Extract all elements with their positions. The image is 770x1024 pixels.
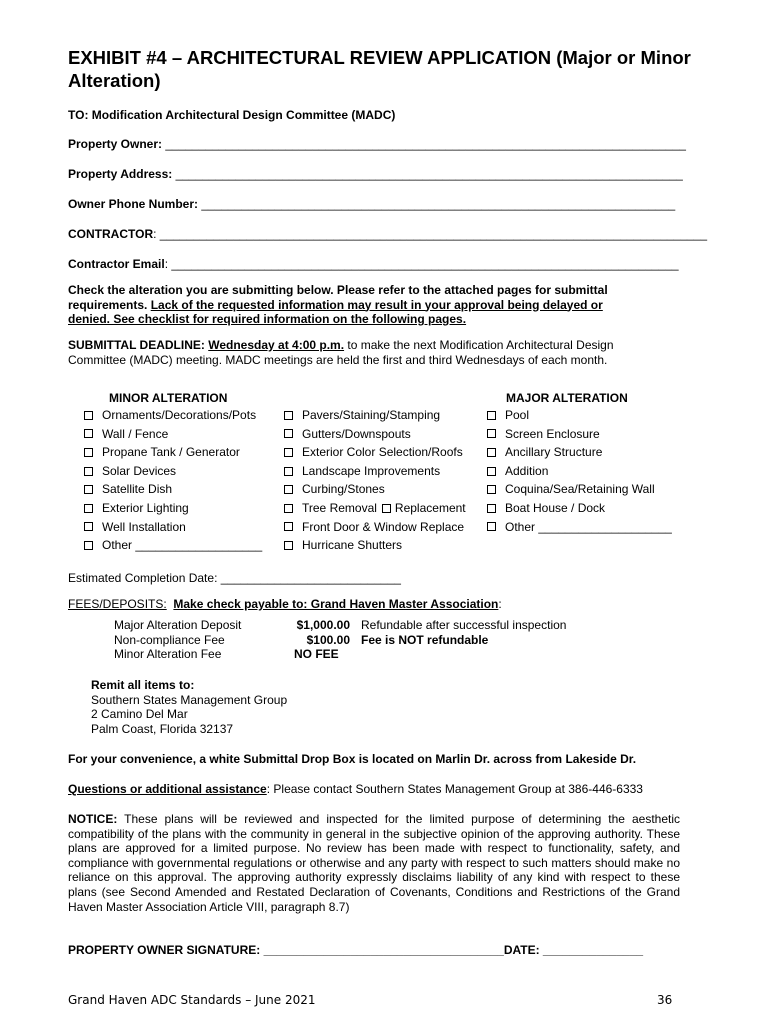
checkbox-icon[interactable] (487, 522, 496, 531)
owner-phone-field[interactable] (68, 197, 675, 212)
deadline-label: SUBMITTAL DEADLINE: (68, 338, 205, 352)
checkbox-item[interactable]: Ancillary Structure (485, 443, 672, 462)
checkbox-item[interactable]: Hurricane Shutters (282, 536, 466, 555)
fee-amount: $1,000.00 (296, 618, 350, 632)
checkbox-item[interactable]: Landscape Improvements (282, 462, 466, 481)
minor-alteration-header: MINOR ALTERATION (109, 391, 228, 405)
checkbox-item[interactable]: Propane Tank / Generator (82, 443, 262, 462)
fees-label: FEES/DEPOSITS: (68, 597, 167, 611)
checkbox-icon[interactable] (284, 541, 293, 550)
checkbox-item[interactable]: Coquina/Sea/Retaining Wall (485, 480, 672, 499)
checkbox-icon[interactable] (487, 485, 496, 494)
field-blank[interactable]: ______________________________________________________________________________ (162, 137, 686, 151)
field-label: CONTRACTOR (68, 227, 154, 241)
fees-payable: Make check payable to: Grand Haven Master Association (173, 597, 499, 611)
fees-heading: FEES/DEPOSITS: Make check payable to: Grand Haven Master Association: (68, 597, 502, 611)
remit-label: Remit all items to: (91, 678, 195, 692)
remit-line: Palm Coast, Florida 32137 (91, 721, 234, 736)
checkbox-item[interactable]: Front Door & Window Replace (282, 518, 466, 537)
checkbox-icon[interactable] (284, 522, 293, 531)
checkbox-item[interactable]: Boat House / Dock (485, 499, 672, 518)
fee-name: Non-compliance Fee (114, 632, 225, 647)
checkbox-item[interactable]: Curbing/Stones (282, 480, 466, 499)
signature-line[interactable]: PROPERTY OWNER SIGNATURE: ____________________________________DATE: _______________ (68, 943, 644, 957)
deadline-time: Wednesday at 4:00 p.m. (208, 338, 345, 352)
checkbox-item[interactable]: Addition (485, 462, 672, 481)
checkbox-icon[interactable] (487, 448, 496, 457)
page-number: 36 (657, 993, 673, 1007)
checkbox-item[interactable]: Pavers/Staining/Stamping (282, 406, 466, 425)
major-alteration-header: MAJOR ALTERATION (506, 391, 628, 405)
fee-notes (361, 618, 566, 647)
property-owner-field[interactable] (68, 137, 686, 152)
dropbox-note: For your convenience, a white Submittal Drop Box is located on Marlin Dr. across from Lakeside Dr. (68, 752, 637, 766)
minor-column-1 (82, 406, 262, 555)
to-line: TO: Modification Architectural Design Committee (MADC) (68, 108, 396, 122)
fee-amounts (284, 618, 350, 662)
estimated-completion-field[interactable]: Estimated Completion Date: ___________________________ (68, 571, 401, 585)
fee-note: Fee is NOT refundable (361, 632, 489, 647)
checkbox-icon[interactable] (382, 504, 391, 513)
checkbox-item[interactable]: Tree Removal Replacement (282, 499, 466, 518)
questions-label: Questions or additional assistance (68, 782, 267, 796)
checkbox-icon[interactable] (487, 467, 496, 476)
checkbox-icon[interactable] (84, 467, 93, 476)
field-blank[interactable]: : ____________________________________________________________________________ (164, 257, 679, 271)
checkbox-icon[interactable] (84, 429, 93, 438)
fee-note: Refundable after successful inspection (361, 618, 567, 632)
checkbox-icon[interactable] (284, 411, 293, 420)
checkbox-icon[interactable] (84, 411, 93, 420)
check-instructions-line2: requirements. Lack of the requested information may result in your approval being delayed or (68, 297, 603, 312)
checkbox-item[interactable]: Gutters/Downspouts (282, 425, 466, 444)
checkbox-item[interactable]: Ornaments/Decorations/Pots (82, 406, 262, 425)
check-instructions-line1: Check the alteration you are submitting below. Please refer to the attached pages for submittal (68, 283, 608, 297)
checkbox-icon[interactable] (284, 467, 293, 476)
checkbox-icon[interactable] (284, 504, 293, 513)
footer-left: Grand Haven ADC Standards – June 2021 (68, 993, 316, 1007)
checkbox-item[interactable]: Wall / Fence (82, 425, 262, 444)
property-address-field[interactable] (68, 167, 683, 182)
field-blank[interactable]: _______________________________________________________________________ (198, 197, 676, 211)
fee-amount: NO FEE (294, 647, 339, 661)
contractor-email-field[interactable] (68, 257, 679, 272)
notice-label: NOTICE: (68, 812, 118, 826)
checkbox-item[interactable]: Exterior Lighting (82, 499, 262, 518)
checkbox-icon[interactable] (487, 504, 496, 513)
fee-names (114, 618, 241, 662)
field-label: Contractor Email (68, 257, 165, 271)
contractor-field[interactable] (68, 227, 707, 242)
checkbox-icon[interactable] (84, 541, 93, 550)
checkbox-item[interactable]: Satellite Dish (82, 480, 262, 499)
checkbox-icon[interactable] (84, 448, 93, 457)
checkbox-icon[interactable] (487, 429, 496, 438)
checkbox-item[interactable]: Other ____________________ (485, 518, 672, 537)
page-title: EXHIBIT #4 – ARCHITECTURAL REVIEW APPLICATION (Major or Minor Alteration) (68, 47, 691, 91)
minor-column-2 (282, 406, 466, 555)
checkbox-icon[interactable] (284, 485, 293, 494)
field-label: Property Owner: (68, 137, 163, 151)
check-instructions-line3: denied. See checklist for required information on the following pages. (68, 312, 467, 326)
field-blank[interactable]: : __________________________________________________________________________________ (153, 227, 708, 241)
checkbox-icon[interactable] (84, 504, 93, 513)
checkbox-icon[interactable] (284, 429, 293, 438)
field-label: Owner Phone Number: (68, 197, 199, 211)
checkbox-icon[interactable] (84, 522, 93, 531)
fee-name: Major Alteration Deposit (114, 618, 242, 632)
checkbox-icon[interactable] (84, 485, 93, 494)
checkbox-item[interactable]: Solar Devices (82, 462, 262, 481)
checkbox-icon[interactable] (487, 411, 496, 420)
checkbox-item[interactable]: Pool (485, 406, 672, 425)
notice-paragraph: NOTICE: These plans will be reviewed and inspected for the limited purpose of determining the aesthetic compatibility of the plans with the community in general in the subjective opinion of the approving authority. These plans are approved for a limited purpose. No review has been made with respect to functionality, safety, and compliance with governmental regulations or otherwise and any party with respect to such matters should make no reliance on this approval. The approving authority expressly disclaims liability of any kind with respect to these plans (see Second Amended and Restated Declaration of Covenants, Conditions and Restrictions of the Grand Haven Master Association Article VIII, paragraph 8.7) (68, 812, 680, 914)
remit-block (91, 678, 287, 736)
checkbox-item[interactable]: Well Installation (82, 518, 262, 537)
remit-line: Southern States Management Group (91, 692, 288, 707)
major-column (485, 406, 672, 536)
checkbox-item[interactable]: Exterior Color Selection/Roofs (282, 443, 466, 462)
checkbox-item[interactable]: Other ___________________ (82, 536, 262, 555)
deadline-line2: Committee (MADC) meeting. MADC meetings are held the first and third Wednesdays of each month. (68, 352, 608, 367)
remit-line: 2 Camino Del Mar (91, 707, 188, 721)
checkbox-item[interactable]: Screen Enclosure (485, 425, 672, 444)
fee-name: Minor Alteration Fee (114, 647, 222, 661)
field-label: Property Address: (68, 167, 173, 181)
field-blank[interactable]: ____________________________________________________________________________ (172, 167, 683, 181)
questions-line: Questions or additional assistance: Please contact Southern States Management Group at 386-446-6333 (68, 782, 643, 796)
fee-amount: $100.00 (306, 632, 350, 647)
checkbox-icon[interactable] (284, 448, 293, 457)
deadline-line1: SUBMITTAL DEADLINE: Wednesday at 4:00 p.m. to make the next Modification Architectural Design (68, 338, 614, 352)
